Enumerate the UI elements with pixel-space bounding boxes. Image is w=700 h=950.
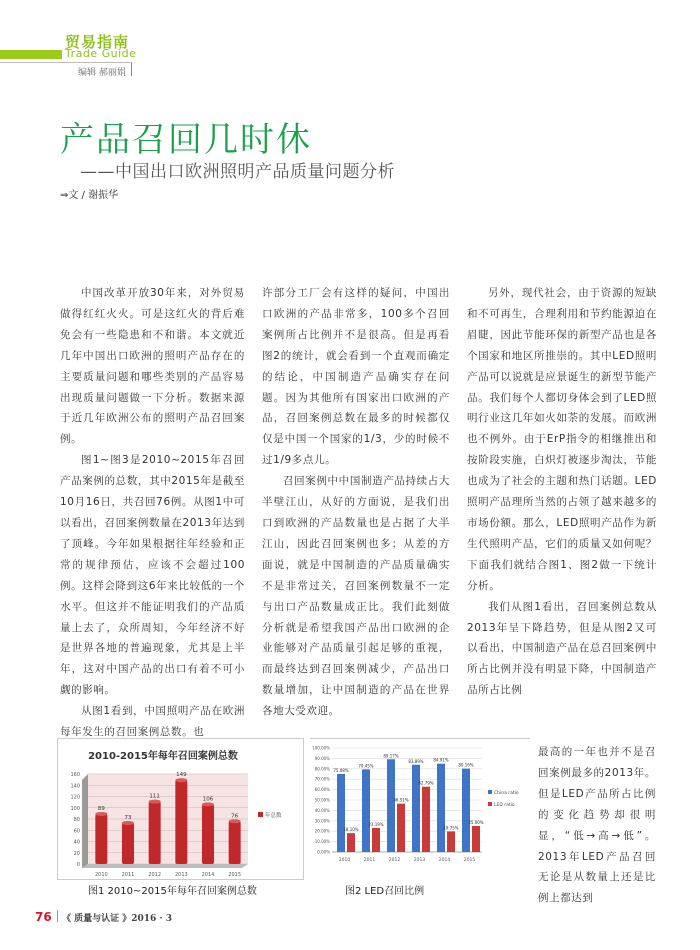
x-tick-label: 2015	[463, 858, 476, 863]
paragraph: 另外，现代社会，由于资源的短缺和不可再生，合理利用和节约能源迫在眉睫，因此节能环保的新型产品也是各个国家和地区所推崇的。其中LED照明产品可以说就是应景诞生的新型节能产品。我们每个人都切身体会到了LED照明行业这几年如火如荼的发展。而欧洲也不例外。由于ErP指令的相继推出和按阶段实施，白炽灯被逐步淘汰，节能也成为了社会的主题和热门话题。LED照明产品理所当然的占领了越来越多的市场份额。那么，LED照明产品作为新生代照明产品，它们的质量又如何呢？下面我们就结合图1、图2做一下统计分析。	[467, 287, 657, 592]
article-title: 产品召回几时休	[60, 120, 312, 160]
y-tick-label: 0	[76, 862, 80, 868]
body-column-3-continued	[538, 742, 656, 909]
bar-top	[202, 802, 214, 806]
y-tick-label: 60.00%	[314, 787, 330, 793]
data-label: 62.79%	[418, 780, 434, 786]
y-tick-label: 120	[70, 794, 80, 801]
y-tick-label: 80.00%	[314, 766, 330, 772]
x-tick-label: 2012	[148, 872, 162, 878]
editor-credit: 编辑 郝丽娟	[78, 68, 126, 78]
bar	[347, 833, 355, 852]
paragraph: 我们从图1看出，召回案例总数从2013年呈下降趋势，但是从图2又可以看出，中国制造产品在总召回案例中所占比例并没有明显下降，中国制造产品所占比例	[467, 600, 657, 697]
bar	[422, 787, 430, 852]
x-tick-label: 2012	[388, 858, 401, 863]
bar	[229, 821, 241, 864]
body-column-2	[262, 283, 450, 722]
bar	[337, 774, 345, 852]
bar	[447, 831, 455, 852]
data-label: 19.75%	[443, 825, 459, 831]
legend-label: China ratio	[494, 791, 519, 796]
article-byline: ⇒文 / 谢振华	[60, 190, 119, 201]
bar	[149, 802, 161, 864]
x-tick-label: 2011	[363, 858, 376, 863]
x-tick-label: 2014	[201, 872, 215, 878]
x-tick-label: 2015	[228, 872, 242, 878]
bar-top	[95, 812, 107, 816]
y-tick-label: 20	[73, 850, 80, 857]
plot-floor	[82, 864, 248, 868]
y-tick-label: 100	[70, 805, 80, 812]
bar	[362, 769, 370, 852]
y-tick-label: 70.00%	[314, 776, 330, 782]
data-label: 18.10%	[343, 827, 359, 833]
chart-title: 2010-2015年每年召回案例总数	[88, 751, 238, 762]
bar	[122, 823, 134, 864]
legend-swatch	[488, 802, 492, 806]
bar	[472, 826, 480, 852]
legend-label: LED ratio	[494, 803, 515, 808]
y-tick-label: 20.00%	[314, 828, 330, 834]
y-tick-label: 60	[73, 828, 80, 835]
data-label: 106	[202, 796, 214, 803]
bar	[95, 814, 107, 864]
bar	[462, 769, 470, 852]
y-tick-label: 40.00%	[314, 807, 330, 813]
legend-label: 年总数	[265, 813, 282, 819]
bar-top	[175, 778, 187, 782]
data-label: 83.89%	[408, 758, 424, 764]
bar-top	[149, 800, 161, 804]
data-label: 89	[97, 805, 105, 812]
bar-top	[122, 821, 134, 825]
section-title: 贸易指南	[65, 33, 130, 51]
bar	[437, 764, 445, 852]
figure-2-chart	[310, 738, 530, 879]
body-column-1	[60, 283, 245, 743]
data-label: 89.17%	[383, 753, 399, 759]
y-tick-label: 100.00%	[312, 745, 330, 751]
data-label: 23.19%	[368, 821, 384, 827]
led-ratio-bar-chart	[310, 739, 530, 879]
paragraph: 召回案例中中国制造产品持续占大半壁江山，从好的方面说，是我们出口到欧洲的产品数量也是占据了大半江山，因此召回案例也多；从差的方面说，就是中国制造的产品质量确实不是非常过关，召回案例数量不一定与出口产品数量成正比。我们此刻做分析就是希望我国产品出口欧洲的企业能够对产品质量引起足够的重视，而最终达到召回案例减少，产品出口数量增加，让中国制造的产品在世界各地大受欢迎。	[262, 475, 450, 718]
x-tick-label: 2010	[94, 872, 108, 878]
data-label: 46.51%	[393, 797, 409, 803]
y-tick-label: 40	[73, 839, 80, 846]
footer-separator	[57, 910, 58, 922]
data-label: 84.91%	[433, 757, 449, 763]
legend-swatch	[258, 812, 263, 817]
x-tick-label: 2013	[413, 858, 426, 863]
journal-issue: 《 质量与认证 》2016 · 3	[62, 914, 172, 924]
x-tick-label: 2010	[338, 858, 351, 863]
paragraph: 图1~图3是2010~2015年召回产品案例的总数，其中2015年是截至10月16日，共召回76例。从图1中可以看出，召回案例数量在2013年达到了顶峰。今年如果根据往年经验和正常的规律预估，应该不会超过100例。这样会降到这6年来比较低的一个水平。但这并不能证明我们的产品质量上去了，众所周知，今年经济不好是世界各地的普遍现象，尤其是上半年，这对中国产品的出口有着不可小觑的影响。	[60, 454, 245, 697]
bar	[412, 765, 420, 852]
paragraph: 从图1看到，中国照明产品在欧洲每年发生的召回案例总数。也	[60, 705, 245, 739]
plot-side-wall	[82, 774, 88, 868]
x-tick-label: 2011	[121, 872, 135, 878]
body-column-3	[467, 283, 657, 701]
figure-1-chart	[57, 738, 304, 880]
x-tick-label: 2014	[438, 858, 451, 863]
figure-2-caption: 图2 LED召回比例	[345, 886, 425, 897]
y-tick-label: 80	[73, 817, 80, 823]
y-tick-label: 10.00%	[314, 839, 330, 845]
header-divider	[0, 62, 130, 63]
paragraph: 许部分工厂会有这样的疑问，中国出口欧洲的产品非常多，100多个召回案例所占比例并不是很高。但是再看图2的统计，就会看到一个直观而确定的结论，中国制造产品确实存在问题。因为其他所有国家出口欧洲的产品，召回案例总数在最多的时候都仅仅是中国一个国家的1/3，少的时候不过1/9多点儿。	[262, 287, 450, 467]
paragraph: 中国改革开放30年来，对外贸易做得红红火火。可是这红火的背后难免会有一些隐患和不和谐。本文就近几年中国出口欧洲的照明产品存在的主要质量问题和哪些类别的产品容易出现质量问题做一下分析。数据来源于近几年欧洲公布的照明产品召回案例。	[60, 287, 245, 446]
data-label: 80.16%	[458, 762, 474, 768]
bar	[175, 780, 187, 864]
y-tick-label: 30.00%	[314, 818, 330, 824]
y-tick-label: 0.00%	[317, 849, 330, 855]
data-label: 25.00%	[468, 820, 484, 825]
paragraph: 最高的一年也并不是召回案例最多的2013年。但是LED产品所占比例的变化趋势却很明显，“低→高→低”。2013年LED产品召回无论是从数量上还是比例上都达到	[538, 746, 656, 905]
data-label: 76	[231, 813, 239, 820]
data-label: 79.45%	[358, 763, 374, 769]
data-label: 111	[149, 793, 160, 800]
article-subtitle: ——中国出口欧洲照明产品质量问题分析	[80, 162, 395, 182]
recall-total-bar-chart	[58, 739, 303, 879]
data-label: 149	[176, 772, 187, 779]
section-accent-bar	[0, 50, 62, 59]
header-separator	[131, 62, 132, 76]
bar-top	[229, 819, 241, 823]
legend-swatch	[488, 790, 492, 794]
figure-1-caption: 图1 2010~2015年每年召回案例总数	[88, 886, 257, 897]
y-tick-label: 90.00%	[314, 755, 330, 761]
bar	[202, 804, 214, 864]
bar	[387, 759, 395, 852]
bar	[372, 828, 380, 852]
x-tick-label: 2013	[174, 872, 188, 878]
bar	[397, 804, 405, 852]
data-label: 73	[124, 814, 132, 821]
data-label: 75.08%	[333, 767, 349, 773]
y-tick-label: 50.00%	[314, 797, 330, 803]
y-tick-label: 160	[70, 772, 80, 778]
section-title-en: Trade Guide	[65, 47, 137, 60]
page-number: 76	[35, 910, 52, 924]
y-tick-label: 140	[70, 783, 80, 790]
